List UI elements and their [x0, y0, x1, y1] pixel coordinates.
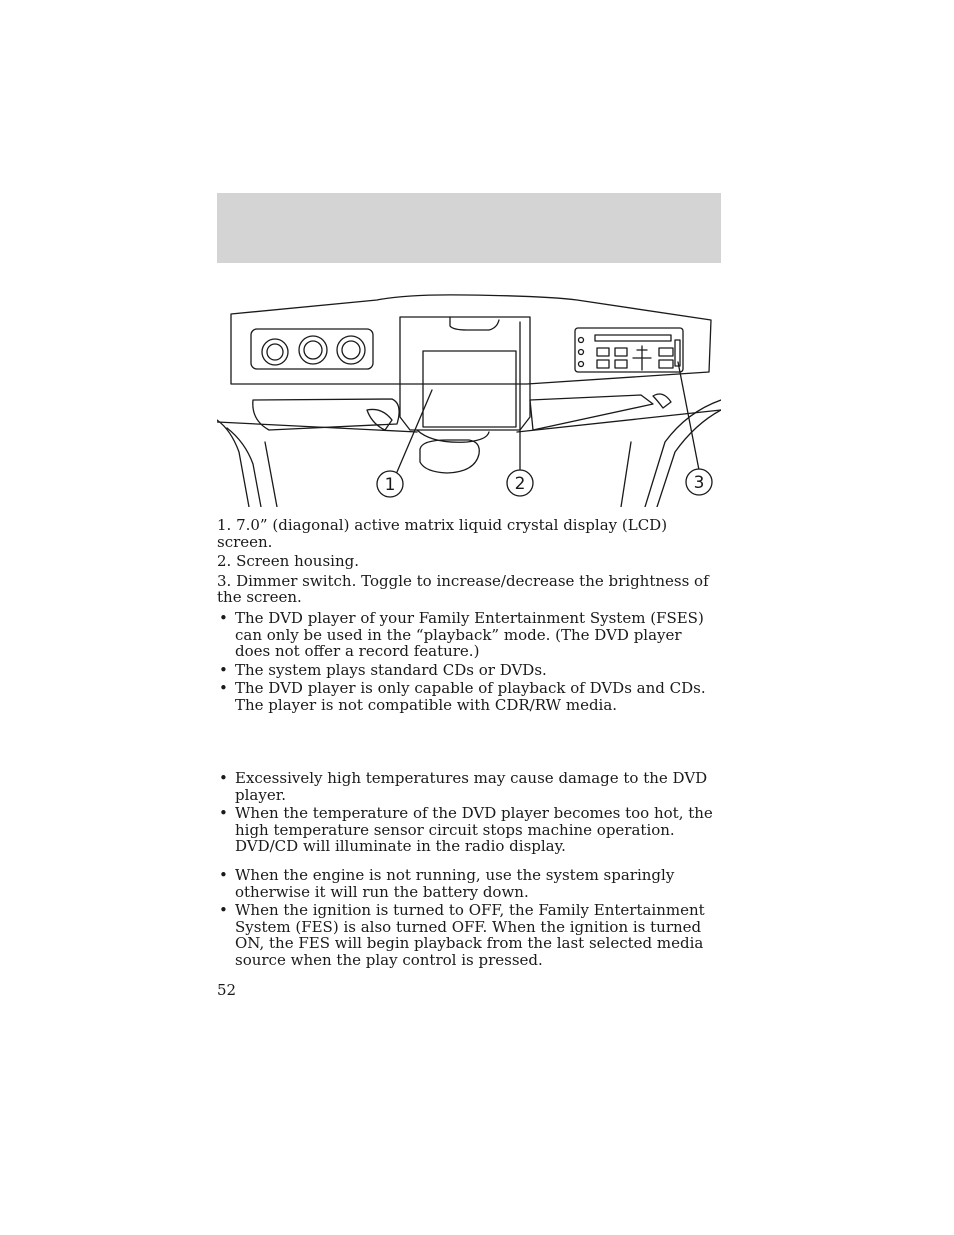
bullet-item: • Excessively high temperatures may cause damage to the DVD player.	[219, 769, 708, 804]
playback-bullets	[217, 610, 721, 715]
disc-slot	[595, 335, 671, 341]
lcd-screen	[423, 351, 516, 427]
console-illustration	[217, 292, 721, 507]
bullet-icon: •	[219, 901, 228, 919]
bullet-item: • When the ignition is turned to OFF, the Family Entertainment System (FES) is also turned OFF. When the ignition is turned ON, the FES will begin playback from the last selected media source when the play control is pressed.	[219, 901, 705, 969]
callout-label-3: 3	[693, 473, 705, 493]
visor-clip	[653, 394, 671, 408]
climate-knob-left	[262, 339, 288, 365]
power-bullets	[217, 867, 721, 970]
housing-latch	[450, 317, 499, 330]
climate-knob-center	[299, 336, 327, 364]
caption-item: 2. Screen housing.	[217, 552, 359, 570]
callout-label-1: 1	[384, 475, 396, 495]
bullet-item: • When the temperature of the DVD player becomes too hot, the high temperature sensor circuit stops machine operation. DVD/CD will illuminate in the radio display.	[219, 804, 713, 855]
overhead-console-figure	[217, 292, 721, 507]
screen-housing	[400, 317, 530, 430]
bullet-icon: •	[219, 660, 228, 679]
bullet-item: • When the engine is not running, use the system sparingly otherwise it will run the battery down.	[219, 866, 675, 901]
bullet-item: • The DVD player is only capable of playback of DVDs and CDs. The player is not compatible with CDR/RW media.	[219, 679, 706, 714]
caption-item: 1. 7.0” (diagonal) active matrix liquid crystal display (LCD) screen.	[217, 516, 668, 551]
right-sun-visor	[530, 395, 653, 430]
bullet-item: • The DVD player of your Family Entertainment System (FSES) can only be used in the “playback” mode. (The DVD player does not offer a record feature.)	[219, 609, 704, 660]
bullet-icon: •	[219, 769, 228, 787]
climate-knob-right	[337, 336, 365, 364]
rearview-mirror	[420, 440, 479, 473]
bullet-item: • The system plays standard CDs or DVDs.	[219, 660, 547, 679]
bullet-icon: •	[219, 679, 228, 697]
bullet-icon: •	[219, 804, 228, 822]
dpad-icon	[633, 346, 651, 370]
right-pillar	[645, 400, 721, 507]
header-band	[217, 193, 721, 263]
temperature-bullets	[217, 770, 721, 857]
page-number: 52	[217, 981, 237, 999]
callout-label-2: 2	[514, 474, 526, 494]
bullet-icon: •	[219, 866, 228, 884]
bullet-icon: •	[219, 609, 228, 627]
caption-item: 3. Dimmer switch. Toggle to increase/decrease the brightness of the screen.	[217, 571, 709, 606]
figure-captions	[217, 517, 721, 609]
leader-line-3	[678, 362, 699, 470]
